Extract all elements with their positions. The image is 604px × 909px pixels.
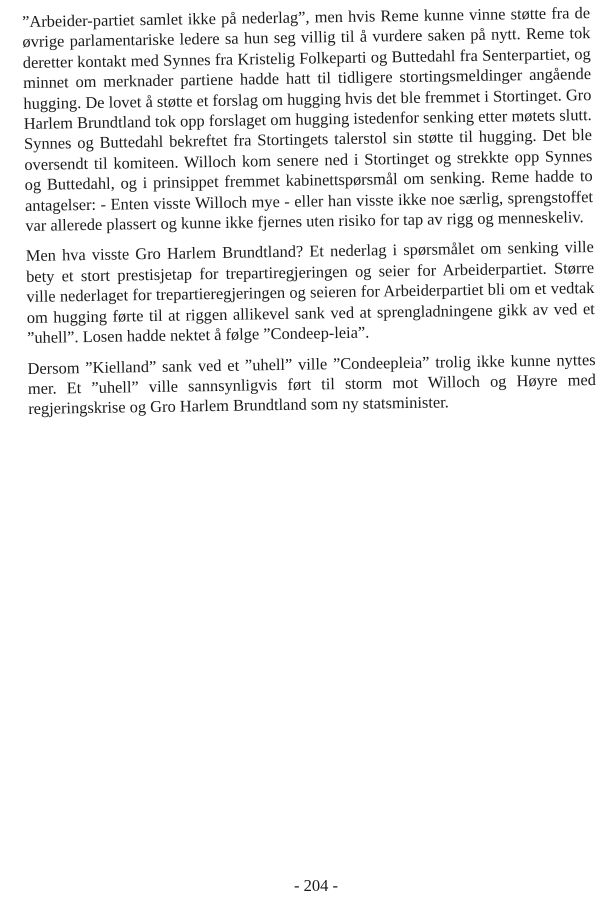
paragraph-3: Dersom ”Kielland” sank ved et ”uhell” ville ”Condeepleia” trolig ikke kunne nyttes mer. Et ”uhell” ville sannsynligvis ført til storm mot Willoch og Høyre med regjeringskrise og Gro Harlem Brundtland som ny statsminister.: [27, 349, 596, 419]
page-number: - 204 -: [294, 876, 338, 895]
body-text: [22, 3, 596, 430]
paragraph-1: ”Arbeider-partiet samlet ikke på nederlag”, men hvis Reme kunne vinne støtte fra de øvrige parlamentariske ledere sa hun seg villig til å vurdere saken på nytt. Reme tok deretter kontakt med Synnes fra Kristelig Folkeparti og Buttedahl fra Senterpartiet, og minnet om merknader partiene hadde hatt til tidligere stortingsmeldinger angående hugging. De lovet å støtte et forslag om hugging hvis det ble fremmet i Stortinget. Gro Harlem Brundtland tok opp forslaget om hugging istedenfor senking etter møtets slutt. Synnes og Buttedahl bekreftet fra Stortingets talerstol sin støtte til hugging. Det ble oversendt til komiteen. Willoch kom senere ned i Stortinget og strekkte opp Synnes og Buttedahl, og i prinsippet fremmet kabinettspørsmål om senking. Reme hadde to antagelser: - Enten visste Willoch mye - eller han visste ikke noe særlig, sprengstoffet var allerede plassert og kunne ikke fjernes uten risiko for tap av rigg og menneskeliv.: [22, 3, 594, 236]
paragraph-2: Men hva visste Gro Harlem Brundtland? Et nederlag i spørsmålet om senking ville bety et stort prestisjetap for trepartiregjeringen og seier for Arbeiderpartiet. Større ville nederlaget for trepartieregjeringen og seieren for Arbeiderpartiet bli om et vedtak om hugging førte til at riggen allikevel sank ved at sprengladningene gikk av ved et ”uhell”. Losen hadde nektet å følge ”Condeep-leia”.: [25, 237, 595, 348]
